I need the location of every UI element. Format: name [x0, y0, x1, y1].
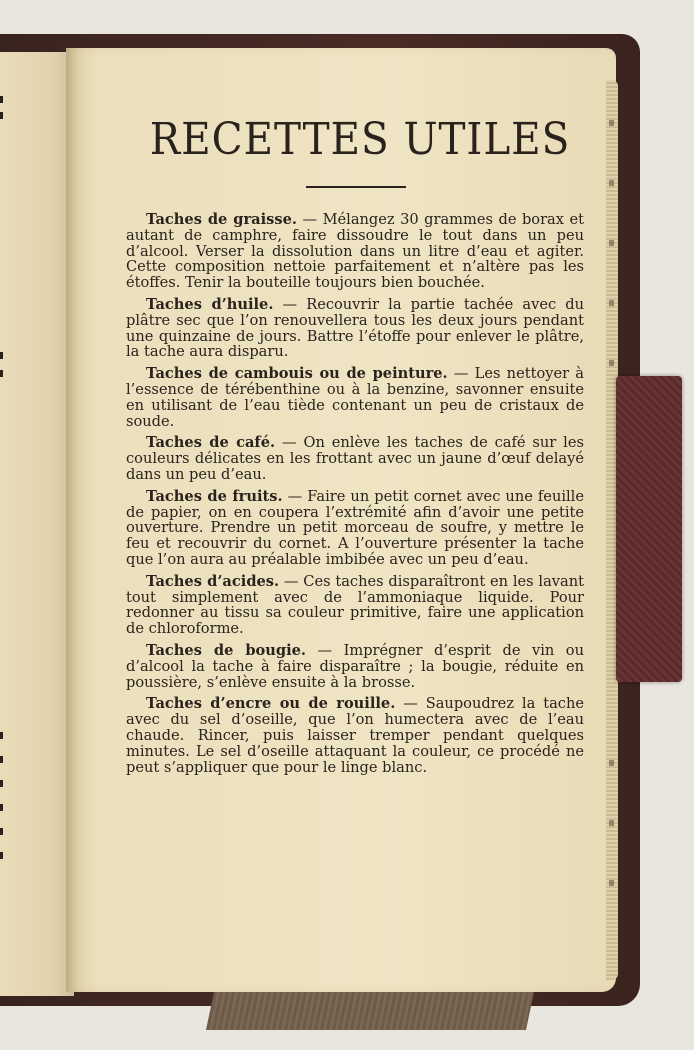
title-divider — [306, 186, 406, 188]
recipe-entry-candle — [126, 643, 584, 690]
recipe-text: — Faire un petit cornet avec une feuille de papier, on en coupera l’extrémité afin d’avoir une petite ouverture. Prendre un petit morceau de soufre, y mettre le feu et recouvrir du cornet. A l’ouverture présenter la tache que l’on aura au préalable imbibée avec un peu d’eau. — [126, 487, 584, 568]
recipe-entry-grease — [126, 212, 584, 291]
recipe-heading: Taches d’encre ou de rouille. — [146, 695, 396, 713]
recipe-entry-coffee — [126, 435, 584, 482]
recipe-entry-paint — [126, 366, 584, 429]
left-page-text-edge — [0, 52, 10, 996]
cloth-ribbon — [206, 992, 534, 1030]
recipe-entry-oil — [126, 297, 584, 360]
recipe-text: — Ces taches disparaîtront en les lavant tout simplement avec de l’ammoniaque liquide. Pour redonner au tissu sa couleur primitive, faire une application de chloroforme. — [126, 572, 584, 638]
recipe-entry-acid — [126, 574, 584, 637]
recipe-text: — Les nettoyer à l’essence de térébenthine ou à la benzine, savonner ensuite en utilisant de l’eau tiède contenant un peu de cristaux de soude. — [126, 365, 584, 430]
recipe-text: — On enlève les taches de café sur les couleurs délicates en les frottant avec un jaune d’œuf delayé dans un peu d’eau. — [126, 434, 584, 483]
recipe-list — [126, 212, 584, 781]
recipe-heading: Taches de graisse. — [146, 211, 297, 228]
recipe-heading: Taches de fruits. — [146, 487, 283, 505]
left-page — [0, 52, 74, 996]
recipe-entry-ink — [126, 696, 584, 775]
recipe-text: — Imprégner d’esprit de vin ou d’alcool la tache à faire disparaître ; la bougie, réduite en poussière, s’enlève ensuite à la brosse. — [126, 641, 584, 691]
page-title: RECETTES UTILES — [149, 114, 571, 165]
recipe-heading: Taches de cambouis ou de peinture. — [146, 365, 448, 383]
recipe-entry-fruit — [126, 489, 584, 568]
recipe-heading: Taches de café. — [146, 434, 276, 452]
recipe-text: — Saupoudrez la tache avec du sel d’oseille, que l’on humectera avec de l’eau chaude. Rincer, puis laisser tremper pendant quelques minutes. Le sel d’oseille attaquant la couleur, ce procédé ne peut s’appliquer que pour le linge blanc. — [126, 695, 584, 776]
recipe-text: — Recouvrir la partie tachée avec du plâtre sec que l’on renouvellera tous les deux jours pendant une quinzaine de jours. Battre l’étoffe pour enlever le plâtre, la tache aura disparu. — [126, 295, 584, 361]
recipe-heading: Taches de bougie. — [146, 641, 306, 659]
recipe-heading: Taches d’huile. — [146, 295, 274, 313]
recipe-heading: Taches d’acides. — [146, 572, 280, 590]
recipe-text: — Mélangez 30 grammes de borax et autant de camphre, faire dissoudre le tout dans un peu d’alcool. Verser la dissolution dans un litre d’eau et agiter. Cette composition nettoie parfaitement et n’altère pas les étoffes. Tenir la bouteille toujours bien bouchée. — [126, 211, 584, 292]
bookmark-tab — [616, 376, 682, 682]
